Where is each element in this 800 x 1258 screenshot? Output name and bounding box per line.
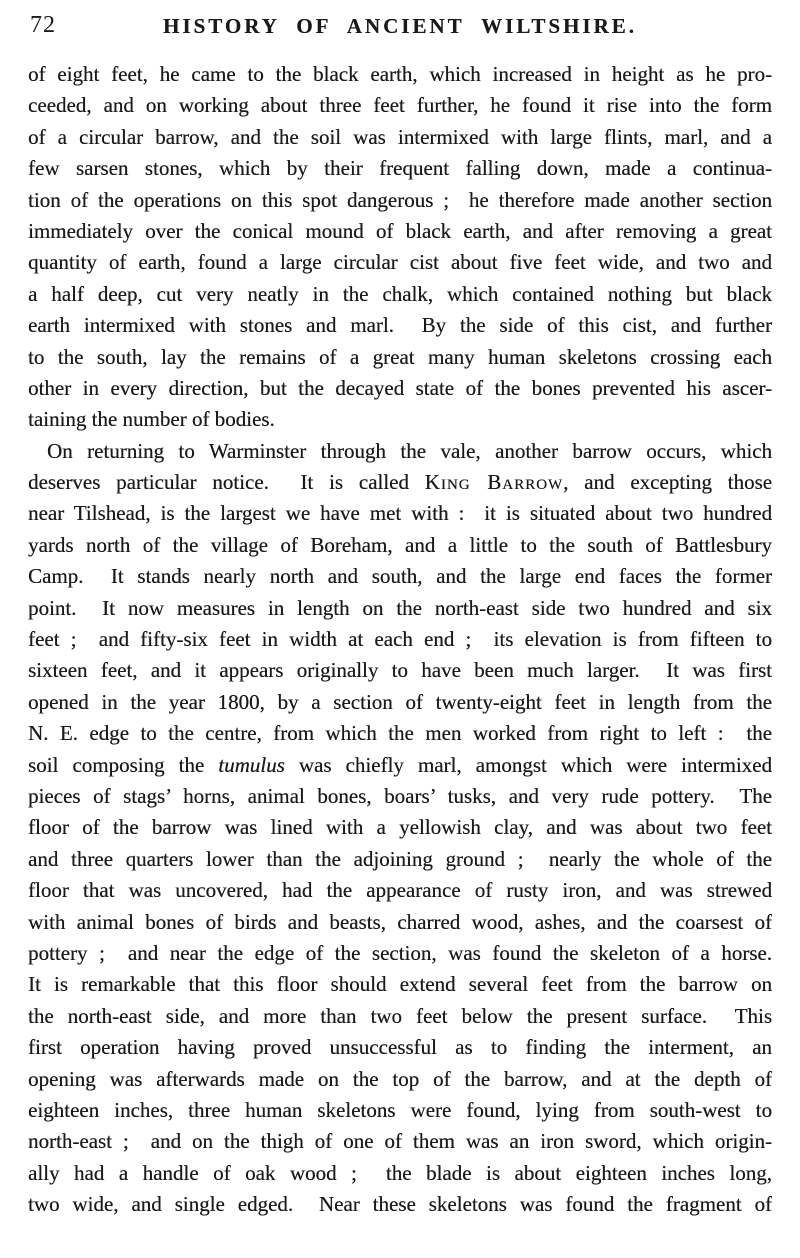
text-segment: opened in the year 1800, by a section of twenty-eight feet in length from the <box>28 689 772 714</box>
text-line <box>28 718 772 749</box>
text-line <box>28 969 772 1000</box>
text-line <box>28 593 772 624</box>
text-line <box>28 90 772 121</box>
text-line <box>28 310 772 341</box>
text-segment: pieces of stags’ horns, animal bones, boars’ tusks, and very rude pottery. The <box>28 783 772 808</box>
page-number: 72 <box>30 12 56 38</box>
text-segment: immediately over the conical mound of black earth, and after removing a great <box>28 218 772 243</box>
text-segment: with animal bones of birds and beasts, charred wood, ashes, and the coarsest of <box>28 909 772 934</box>
text-segment: floor that was uncovered, had the appearance of rusty iron, and was strewed <box>28 878 772 903</box>
text-line <box>28 530 772 561</box>
text-line <box>28 216 772 247</box>
text-segment: soil composing the <box>28 752 219 777</box>
text-segment: ally had a handle of oak wood ; the blade is about eighteen inches long, <box>28 1160 772 1185</box>
text-line <box>28 122 772 153</box>
text-segment: ceeded, and on working about three feet further, he found it rise into the form <box>28 93 772 118</box>
page-body-text <box>28 59 772 1220</box>
text-segment: N. E. edge to the centre, from which the men worked from right to left : the <box>28 721 772 746</box>
text-segment: few sarsen stones, which by their frequent falling down, made a continua- <box>28 156 772 181</box>
text-segment: point. It now measures in length on the north-east side two hundred and six <box>28 595 772 620</box>
text-line <box>28 561 772 592</box>
text-line <box>28 404 772 435</box>
text-line <box>28 1126 772 1157</box>
text-line <box>28 1001 772 1032</box>
text-segment: of a circular barrow, and the soil was intermixed with large flints, marl, and a <box>28 124 772 149</box>
text-line <box>28 1032 772 1063</box>
text-segment: near Tilshead, is the largest we have met with : it is situated about two hundred <box>28 501 772 526</box>
text-segment: deserves particular notice. It is called <box>28 470 425 495</box>
text-line <box>28 1095 772 1126</box>
text-segment: quantity of earth, found a large circular cist about five feet wide, and two and <box>28 250 772 275</box>
text-segment: tion of the operations on this spot dangerous ; he therefore made another section <box>28 187 772 212</box>
text-line <box>28 498 772 529</box>
text-line <box>28 812 772 843</box>
text-line <box>28 1158 772 1189</box>
text-segment: pottery ; and near the edge of the section, was found the skeleton of a horse. <box>28 940 772 965</box>
running-head-title: HISTORY OF ANCIENT WILTSHIRE. <box>163 14 637 38</box>
text-line <box>28 938 772 969</box>
text-segment: On returning to Warminster through the vale, another barrow occurs, which <box>47 438 772 463</box>
text-segment: It is remarkable that this floor should extend several feet from the barrow on <box>28 972 772 997</box>
text-line <box>28 750 772 781</box>
text-segment: north-east ; and on the thigh of one of them was an iron sword, which origin- <box>28 1129 772 1154</box>
text-segment: Camp. It stands nearly north and south, and the large end faces the former <box>28 564 772 589</box>
text-segment: taining the number of bodies. <box>28 407 275 432</box>
text-line <box>28 185 772 216</box>
text-segment: feet ; and fifty-six feet in width at each end ; its elevation is from fifteen to <box>28 627 772 652</box>
text-line <box>28 1064 772 1095</box>
text-line <box>28 373 772 404</box>
text-line <box>28 279 772 310</box>
text-line <box>28 342 772 373</box>
text-line <box>28 655 772 686</box>
text-segment: sixteen feet, and it appears originally to have been much larger. It was first <box>28 658 772 683</box>
text-line <box>28 687 772 718</box>
text-segment: first operation having proved unsuccessful as to finding the interment, an <box>28 1035 772 1060</box>
text-segment: floor of the barrow was lined with a yellowish clay, and was about two feet <box>28 815 772 840</box>
text-segment: opening was afterwards made on the top of the barrow, and at the depth of <box>28 1066 772 1091</box>
text-segment: , and excepting those <box>563 470 772 495</box>
text-segment: two wide, and single edged. Near these skeletons was found the fragment of <box>28 1192 772 1217</box>
text-segment: and three quarters lower than the adjoining ground ; nearly the whole of the <box>28 846 772 871</box>
text-line <box>28 59 772 90</box>
text-segment: earth intermixed with stones and marl. By the side of this cist, and further <box>28 313 772 338</box>
text-segment: yards north of the village of Boreham, and a little to the south of Battlesbury <box>28 532 772 557</box>
text-line <box>28 153 772 184</box>
text-segment: eighteen inches, three human skeletons were found, lying from south-west to <box>28 1097 772 1122</box>
text-line <box>28 844 772 875</box>
text-segment-italic: tumulus <box>218 752 285 777</box>
text-line <box>28 907 772 938</box>
text-segment-smallcaps: King Barrow <box>424 470 564 495</box>
text-line <box>28 781 772 812</box>
text-segment: was chiefly marl, amongst which were intermixed <box>284 752 772 777</box>
text-segment: to the south, lay the remains of a great many human skeletons crossing each <box>28 344 772 369</box>
text-segment: a half deep, cut very neatly in the chalk, which contained nothing but black <box>28 281 772 306</box>
text-line <box>28 624 772 655</box>
text-segment: of eight feet, he came to the black earth, which increased in height as he pro- <box>28 62 772 86</box>
text-line <box>28 247 772 278</box>
text-line <box>28 875 772 906</box>
text-segment: the north-east side, and more than two feet below the present surface. This <box>28 1003 772 1028</box>
text-line <box>28 467 772 498</box>
text-line <box>28 1189 772 1220</box>
text-segment: other in every direction, but the decayed state of the bones prevented his ascer- <box>28 375 772 400</box>
text-line <box>28 436 772 467</box>
